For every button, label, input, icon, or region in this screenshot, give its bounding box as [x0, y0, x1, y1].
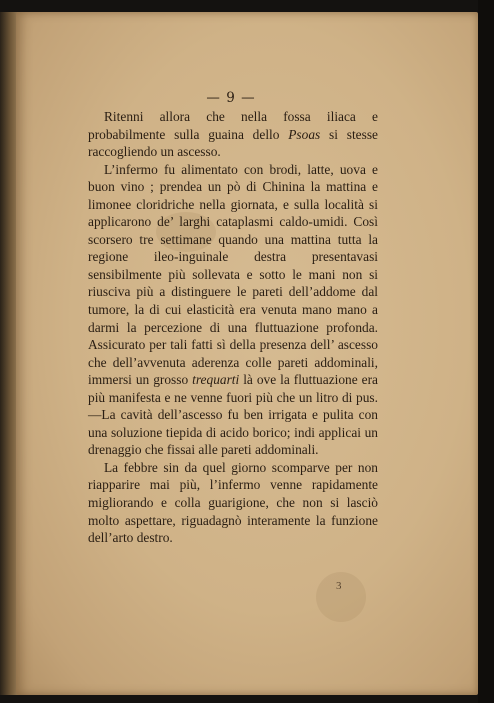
signature-mark: 3 — [336, 580, 342, 592]
page-body — [88, 108, 378, 547]
paragraph-2: L’infermo fu alimentato con brodi, latte, uova e buon vino ; prendea un pò di Chinina la mattina e limonee cloridriche nella giornata, e sulla località si applicarono de’ larghi cataplasmi caldo-umidi. Così scorsero tre settimane quando una mattina tutta la regione ileo-inguinale destra presentavasi sensibilmente più sollevata e sotto le mani non si riusciva più a distinguere le pareti dell’addome dal tumore, la di cui elasticità era venuta mano mano a darmi la percezione di una fluttuazione profonda. Assicurato per tali fatti sì della presenza dell’ ascesso che dell’avvenuta aderenza colle pareti addominali, immersi un grosso trequarti là ove la fluttuazione era più manifesta e ne venne fuori più che un litro di pus.—La cavità dell’ascesso fu ben irrigata e pulita con una soluzione tiepida di acido borico; indi applicai un drenaggio che fissai alle pareti addominali. — [88, 161, 378, 458]
page-number: — 9 — — [206, 90, 256, 106]
paragraph-1: Ritenni allora che nella fossa iliaca e probabilmente sulla guaina dello Psoas si stesse raccogliendo un ascesso. — [88, 109, 378, 160]
paragraph-3: La febbre sin da quel giorno scomparve per non riapparire mai più, l’infermo venne rapidamente migliorando e colla guarigione, che non si lasciò molto aspettare, riguadagnò interamente la funzione dell’arto destro. — [88, 459, 378, 546]
scan-background-edge — [478, 0, 494, 703]
